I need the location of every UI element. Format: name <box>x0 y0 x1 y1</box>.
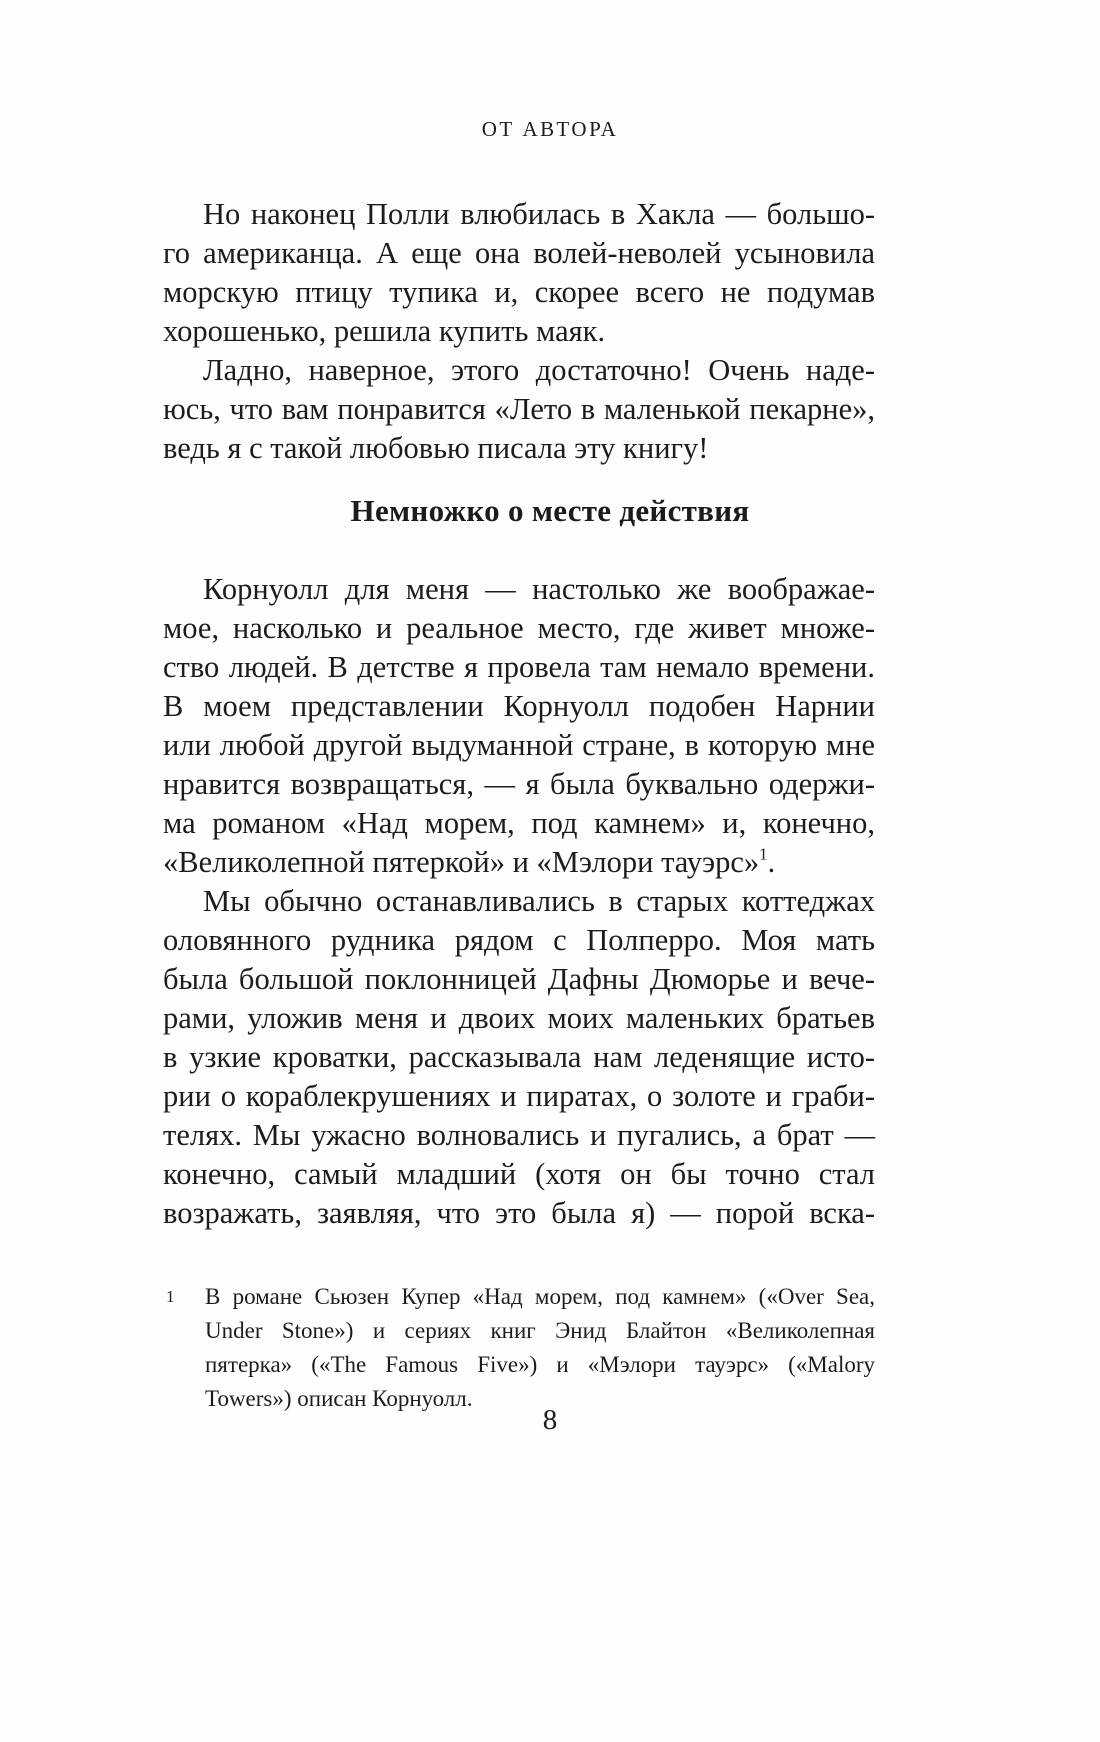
section-heading: Немножко о месте действия <box>350 493 750 528</box>
text-line: Но наконец Полли влюбилась в Хакла — большо- <box>203 197 875 231</box>
text-line: или любой другой выдуманной стране, в которую мне <box>163 728 875 762</box>
footnote-reference[interactable]: 1 <box>759 844 768 864</box>
text-line: В моем представлении Корнуолл подобен Нарнии <box>163 689 875 723</box>
text-line: го американца. А еще она волей-неволей усыновила <box>163 236 875 270</box>
text-line: морскую птицу тупика и, скорее всего не подумав <box>163 275 875 309</box>
text-line: ма романом «Над морем, под камнем» и, конечно, <box>163 806 875 840</box>
text-line: в узкие кроватки, рассказывала нам леденящие исто- <box>163 1040 875 1074</box>
running-head: ОТ АВТОРА <box>481 117 619 141</box>
text-line: телях. Мы ужасно волновались и пугались, а брат — <box>163 1118 875 1152</box>
text-line: Корнуолл для меня — настолько же воображае- <box>203 572 875 606</box>
text-line: рами, уложив меня и двоих моих маленьких братьев <box>163 1001 875 1035</box>
text-line-with-footnote <box>163 844 875 880</box>
text-line: была большой поклонницей Дафны Дюморье и вече- <box>163 962 875 996</box>
text-line: хорошенько, решила купить маяк. <box>163 314 606 348</box>
text-line-content: «Великолепной пятеркой» и «Мэлори тауэрс» <box>163 845 760 879</box>
footnote-line: Towers») описан Корнуолл. <box>205 1386 473 1411</box>
text-line: Мы обычно останавливались в старых коттеджах <box>203 884 875 918</box>
footnote-line: В романе Сьюзен Купер «Над морем, под камнем» («Over Sea, <box>205 1284 875 1309</box>
page-number: 8 <box>542 1404 558 1436</box>
footnote-line: пятерка» («The Famous Five») и «Мэлори тауэрс» («Malory <box>205 1352 875 1377</box>
footnote-mark: 1 <box>166 1287 175 1306</box>
text-line: ство людей. В детстве я провела там немало времени. <box>163 650 875 684</box>
line-trailing-punctuation: . <box>767 845 776 879</box>
text-line: мое, насколько и реальное место, где живет множе- <box>163 611 875 645</box>
text-line: ведь я с такой любовью писала эту книгу! <box>163 431 709 465</box>
text-line: конечно, самый младший (хотя он бы точно стал <box>163 1157 875 1191</box>
text-line: Ладно, наверное, этого достаточно! Очень наде- <box>203 353 875 387</box>
text-line: нравится возвращаться, — я была буквально одержи- <box>163 767 875 801</box>
text-line: оловянного рудника рядом с Полперро. Моя мать <box>163 923 875 957</box>
text-line: возражать, заявляя, что это была я) — порой вска- <box>163 1196 875 1230</box>
text-line: рии о кораблекрушениях и пиратах, о золоте и граби- <box>163 1079 875 1113</box>
footnote-line: Under Stone») и сериях книг Энид Блайтон «Великолепная <box>205 1318 875 1343</box>
text-line: юсь, что вам понравится «Лето в маленькой пекарне», <box>163 392 875 426</box>
